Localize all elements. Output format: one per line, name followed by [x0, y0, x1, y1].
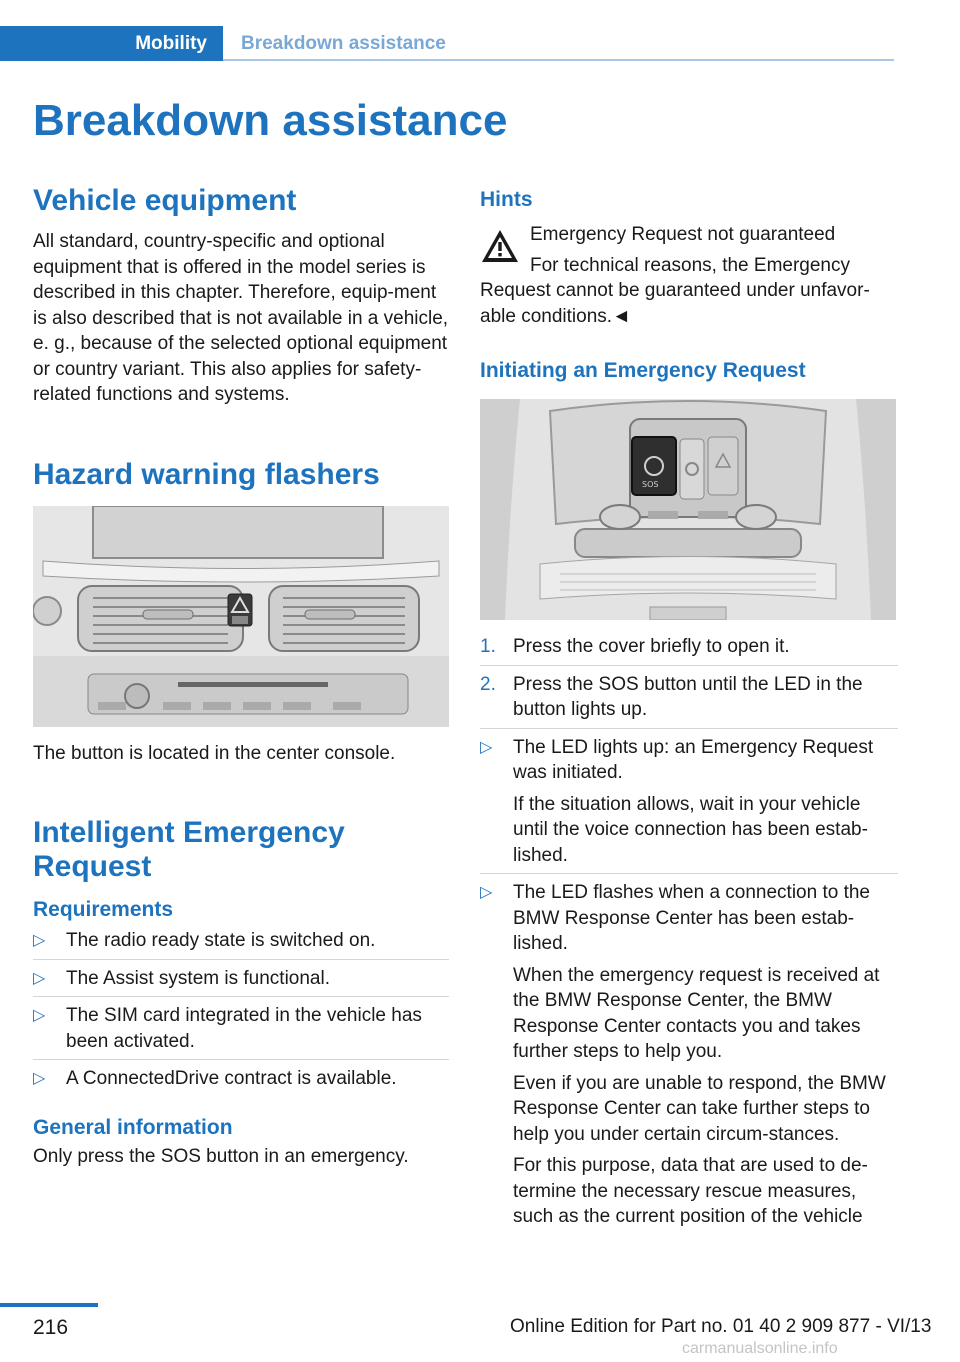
list-item: ▷ The radio ready state is switched on.: [33, 928, 449, 960]
hazard-heading: Hazard warning flashers: [33, 457, 380, 491]
general-info-heading: General information: [33, 1115, 233, 1139]
footer-rule: [0, 1303, 98, 1307]
watermark: carmanualsonline.info: [682, 1340, 838, 1357]
list-item: 2. Press the SOS button until the LED in the button lights up.: [480, 672, 898, 729]
intelligent-emergency-heading: Intelligent Emergency Request: [33, 816, 345, 883]
hazard-console-illustration: [33, 506, 449, 727]
warning-body: For technical reasons, the Emergency Request cannot be guaranteed under unfavor-able conditions.◄: [480, 254, 870, 327]
list-item: ▷ The LED flashes when a connection to the BMW Response Center has been estab-lished. When the emergency request is received at the BMW Response Center, the BMW Response Center contacts you and takes further steps to help you. Even if you are unable to respond, the BMW Response Center can take further steps to help you under certain circum-stances. For this purpose, data that are used to de-termine the necessary rescue measures, such as the current position of the vehicle: [480, 882, 886, 1227]
led-status-list: [480, 735, 898, 1230]
center-console-image: [33, 506, 449, 727]
vehicle-equipment-body: All standard, country-specific and optional equipment that is offered in the model series is described in this chapter. Therefore, equip-ment is also described that is not available in a vehicle, e. g., because of the selected optional equipment or country variant. This also applies for safety-related functions and systems.: [33, 231, 449, 405]
hazard-caption: The button is located in the center console.: [33, 742, 396, 764]
list-item: ▷ A ConnectedDrive contract is available.: [33, 1066, 449, 1092]
triangle-bullet-icon: ▷: [33, 932, 46, 949]
list-item: ▷ The Assist system is functional.: [33, 966, 449, 998]
triangle-bullet-icon: ▷: [480, 884, 493, 901]
initiating-heading: Initiating an Emergency Request: [480, 359, 806, 382]
triangle-bullet-icon: ▷: [33, 969, 46, 987]
overhead-console-image: [480, 399, 896, 620]
sos-button-illustration: [480, 399, 896, 620]
header-rule: [223, 59, 894, 61]
page-number: 216: [33, 1316, 69, 1339]
header-chapter-tab[interactable]: Breakdown assistance: [241, 33, 446, 54]
list-item: ▷ The SIM card integrated in the vehicle has been activated.: [33, 1003, 449, 1060]
list-item: ▷ The LED lights up: an Emergency Request was initiated. If the situation allows, wait in your vehicle until the voice connection has been estab-lished.: [480, 735, 898, 875]
triangle-bullet-icon: ▷: [33, 1007, 46, 1024]
hints-heading: Hints: [480, 188, 533, 211]
header-section-tab[interactable]: Mobility: [0, 26, 223, 61]
online-edition-note: Online Edition for Part no. 01 40 2 909 877 - VI/13: [510, 1316, 932, 1337]
triangle-bullet-icon: ▷: [480, 738, 493, 756]
steps-list: [480, 634, 898, 729]
warning-note: [480, 222, 898, 248]
requirements-heading: Requirements: [33, 898, 174, 921]
right-column: [480, 186, 898, 1230]
page-header: [0, 26, 894, 62]
warning-triangle-icon: [480, 228, 520, 264]
triangle-bullet-icon: ▷: [33, 1070, 46, 1087]
sos-label: SOS: [642, 480, 659, 489]
page-title: Breakdown assistance: [33, 96, 508, 145]
general-info-body: Only press the SOS button in an emergency.: [33, 1145, 409, 1167]
vehicle-equipment-heading: Vehicle equipment: [33, 184, 297, 217]
requirements-list: [33, 928, 449, 1092]
list-item: 1. Press the cover briefly to open it.: [480, 634, 898, 666]
left-column: [33, 180, 449, 1169]
warning-title: Emergency Request not guaranteed: [530, 224, 836, 245]
